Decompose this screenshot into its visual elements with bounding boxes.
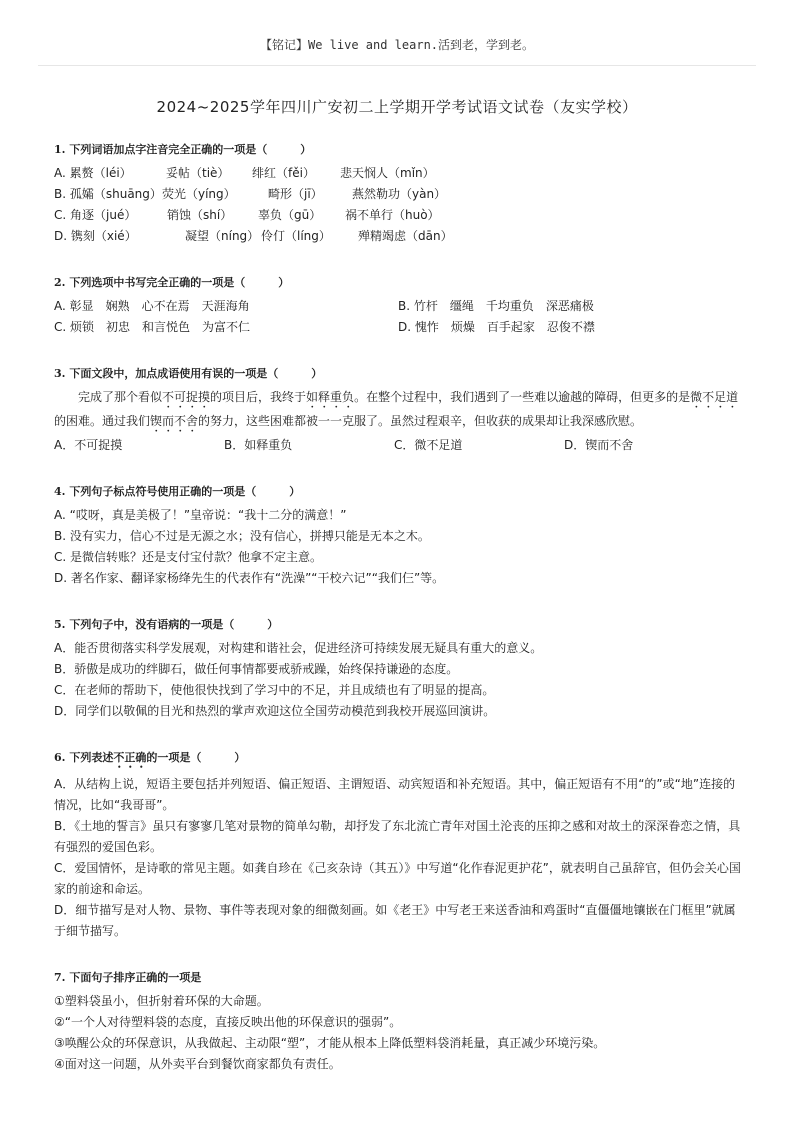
question-3-option-a: A．不可捉摸: [54, 438, 123, 452]
question-7-sentence-2: ②“一个人对待塑料袋的态度，直接反映出他的环保意识的强弱”。: [54, 1015, 402, 1029]
question-4-option-c: C. 是微信转账？还是支付宝付款？他拿不定主意。: [54, 550, 323, 564]
questions: [54, 140, 744, 1101]
q1-b-1: B. 孤孀（shuāng）: [54, 187, 162, 201]
question-6: [54, 748, 744, 942]
q1-c-3: 辜负（gū）: [258, 208, 322, 222]
question-2-option-d: D. 愧怍 烦燥 百手起家 忍俊不襟: [398, 320, 595, 334]
passage-text: 完成了那个看似: [78, 390, 163, 404]
stem-text: 6. 下列表述: [54, 751, 114, 764]
question-5-option-a: A．能否贯彻落实科学发展观，对构建和谐社会，促进经济可持续发展无疑具有重大的意义。: [54, 641, 543, 655]
question-2-option-c: C. 烦锁 初忠 和言悦色 为富不仁: [54, 320, 251, 334]
stem-emphasis: 不正确: [113, 751, 147, 764]
question-7-sentence-3: ③唤醒公众的环保意识，从我做起、主动限“塑”，才能从根本上降低塑料袋消耗量，真正减少环境污染。: [54, 1036, 606, 1050]
question-1-option-c: [54, 205, 744, 226]
q1-b-3: 畸形（jī）: [268, 187, 323, 201]
q1-d-1: D. 镌刻（xié）: [54, 229, 137, 243]
question-3-passage: [54, 387, 744, 435]
question-2: [54, 273, 744, 338]
question-3-option-d: D．锲而不舍: [564, 438, 634, 452]
question-5-option-b: B．骄傲是成功的绊脚石，做任何事情都要戒骄戒躁，始终保持谦逊的态度。: [54, 662, 459, 676]
question-1-option-a: [54, 163, 744, 184]
question-2-option-b: B. 竹杆 缰绳 千均重负 深恶痛极: [398, 299, 594, 313]
question-5-stem: 5. 下列句子中，没有语病的一项是（ ）: [54, 618, 279, 631]
question-6-option-d: D．细节描写是对人物、景物、事件等表现对象的细微刻画。如《老王》中写老王来送香油和鸡蛋时“直僵僵地镶嵌在门框里”就属于细节描写。: [54, 903, 736, 938]
question-7-sentence-1: ①塑料袋虽小，但折射着环保的大命题。: [54, 994, 269, 1008]
q1-c-1: C. 角逐（jué）: [54, 208, 137, 222]
header-divider: [38, 65, 756, 66]
question-6-stem: [54, 748, 744, 771]
stem-text: 的一项是（ ）: [146, 751, 246, 764]
question-5-option-c: C．在老师的帮助下，使他很快找到了学习中的不足，并且成绩也有了明显的提高。: [54, 683, 495, 697]
question-5: [54, 615, 744, 722]
q1-a-4: 悲天悯人（mǐn）: [340, 166, 435, 180]
page-header: 【铭记】We live and learn.活到老，学到老。: [259, 38, 535, 52]
q1-a-3: 绯红（fěi）: [252, 166, 315, 180]
question-4: [54, 482, 744, 589]
question-2-option-a: A. 彰显 娴熟 心不在焉 天涯海角: [54, 299, 250, 313]
question-1: [54, 140, 744, 247]
question-6-option-c: C．爱国情怀，是诗歌的常见主题。如龚自珍在《己亥杂诗（其五）》中写道“化作春泥更护花”，就表明自己虽辞官，但仍会关心国家的前途和命运。: [54, 861, 741, 896]
dotted-idiom-3: 微不足道: [690, 390, 739, 404]
passage-text: 。在整个过程中，我们遇到了一些难以逾越的障碍，但更多的是: [354, 390, 691, 404]
question-3-stem: 3. 下面文段中，加点成语使用有误的一项是（ ）: [54, 367, 323, 380]
question-5-option-d: D．同学们以敬佩的目光和热烈的掌声欢迎这位全国劳动模范到我校开展巡回演讲。: [54, 704, 496, 718]
question-7-stem: 7. 下面句子排序正确的一项是: [54, 971, 202, 984]
question-3-option-c: C．微不足道: [394, 438, 463, 452]
question-3: [54, 364, 744, 456]
question-4-stem: 4. 下列句子标点符号使用正确的一项是（ ）: [54, 485, 301, 498]
question-4-option-a: A. “哎呀，真是美极了！”皇帝说：“我十二分的满意！”: [54, 508, 347, 522]
q1-d-3: 伶仃（líng）: [261, 229, 331, 243]
q1-c-2: 销蚀（shí）: [167, 208, 233, 222]
question-6-option-a: A．从结构上说，短语主要包括并列短语、偏正短语、主谓短语、动宾短语和补充短语。其中，偏正短语有不用“的”或“地”连接的情况，比如“我哥哥”。: [54, 777, 736, 812]
question-1-option-d: [54, 226, 744, 247]
dotted-idiom-2: 如释重负: [306, 390, 355, 404]
q1-a-1: A. 累赘（léi）: [54, 166, 132, 180]
question-1-stem: 1. 下列词语加点字注音完全正确的一项是（ ）: [54, 143, 312, 156]
q1-d-4: 殚精竭虑（dān）: [358, 229, 453, 243]
question-1-option-b: [54, 184, 744, 205]
exam-title: 2024~2025学年四川广安初二上学期开学考试语文试卷（友实学校）: [156, 98, 638, 116]
dotted-idiom-4: 锲而不舍: [150, 414, 199, 428]
question-6-option-b: B．《土地的誓言》虽只有寥寥几笔对景物的简单勾勒，却抒发了东北流亡青年对国土沦丧的压抑之感和对故土的深深眷恋之情，具有强烈的爱国色彩。: [54, 819, 741, 854]
q1-d-2: 凝望（níng）: [185, 229, 260, 243]
q1-c-4: 祸不单行（huò）: [345, 208, 440, 222]
q1-b-4: 燕然勒功（yàn）: [352, 187, 447, 201]
question-4-option-b: B. 没有实力，信心不过是无源之水；没有信心，拼搏只能是无本之木。: [54, 529, 430, 543]
passage-text: 的项目后，我终于: [210, 390, 307, 404]
question-2-stem: 2. 下列选项中书写完全正确的一项是（ ）: [54, 276, 290, 289]
question-4-option-d: D. 著名作家、翻译家杨绛先生的代表作有“洗澡”“干校六记”“我们仨”等。: [54, 571, 445, 585]
question-3-option-b: B．如释重负: [224, 438, 293, 452]
question-7-sentence-4: ④面对这一问题，从外卖平台到餐饮商家都负有责任。: [54, 1057, 341, 1071]
passage-text: 的努力，这些困难都被一一克服了。虽然过程艰辛，但收获的成果却让我深感欣慰。: [198, 414, 643, 428]
passage-text: 的困难。通过我们: [54, 414, 151, 428]
dotted-idiom-1: 不可捉摸: [162, 390, 211, 404]
q1-a-2: 妥帖（tiè）: [166, 166, 230, 180]
q1-b-2: 荧光（yíng）: [162, 187, 236, 201]
question-7: [54, 968, 744, 1075]
